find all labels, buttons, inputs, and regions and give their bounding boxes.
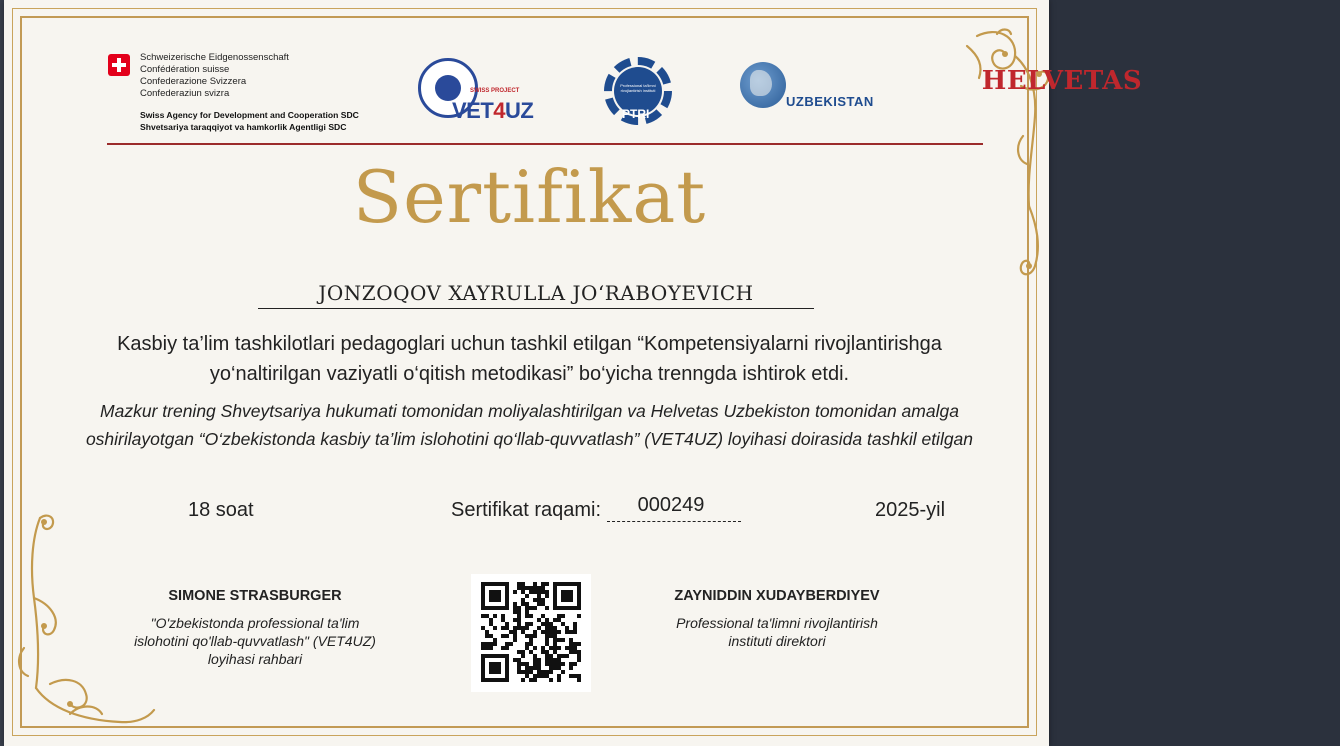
qr-code-icon[interactable]: [471, 574, 591, 692]
ptri-logo: [600, 55, 680, 131]
vet4uz-word-a: VET: [452, 98, 494, 123]
swiss-flag-icon: [108, 54, 130, 76]
certificate-sub-text: Mazkur trening Shveytsariya hukumati tomonidan moliyalashtirilgan va Helvetas Uzbekiston tomonidan amalga oshirilayotgan “O‘zbekistonda kasbiy ta’lim islohotini qo‘llab-quvvatlash” (VET4UZ) loyihasi doirasida tashkil etilgan: [85, 401, 974, 449]
vet4uz-word-b: 4: [493, 98, 506, 123]
swiss-name-line: Confederaziun svizra: [140, 88, 230, 99]
header-divider: [107, 143, 983, 145]
swiss-name-line: Confederazione Svizzera: [140, 76, 247, 87]
certificate-title: Sertifikat: [352, 155, 707, 239]
certificate-number: [451, 494, 741, 522]
certificate-number-value: 000249: [637, 494, 705, 516]
ptri-label: PTRI: [622, 107, 650, 121]
swiss-agency-name: [140, 110, 359, 133]
signatory-left: [118, 588, 392, 668]
vet4uz-word-c: UZ: [505, 98, 534, 123]
agency-name-en: Swiss Agency for Development and Cooperation SDC: [140, 110, 359, 120]
vet4uz-wordmark: [452, 98, 533, 124]
signatory-right: [640, 588, 914, 650]
helvetas-name: HELVETAS: [981, 66, 1143, 96]
vet4uz-tag: SWISS PROJECT: [470, 88, 520, 94]
signatory-right-role: [640, 614, 914, 650]
signatory-role-line: instituti direktori: [728, 633, 826, 649]
recipient-underline: [258, 308, 814, 309]
signatory-left-role: [118, 614, 392, 668]
vet4uz-logo: [418, 58, 548, 128]
helvetas-country: UZBEKISTAN: [786, 94, 874, 109]
swiss-name-line: Schweizerische Eidgenossenschaft: [140, 52, 289, 63]
training-hours: 18 soat: [188, 499, 254, 521]
globe-icon: [740, 62, 786, 108]
swiss-name-line: Confédération suisse: [140, 64, 230, 75]
signatory-role-line: loyihasi rahbari: [207, 651, 303, 667]
ptri-institute-name: Professional ta'limni rivojlantirish instituti: [620, 83, 656, 93]
agency-name-uz: Shvetsariya taraqqiyot va hamkorlik Agentligi SDC: [140, 121, 347, 132]
signatory-right-name: ZAYNIDDIN XUDAYBERDIYEV: [674, 588, 880, 604]
signatory-role-line: islohotini qo'llab-quvvatlash" (VET4UZ): [134, 633, 376, 649]
certificate-number-blank: [607, 494, 741, 522]
signatory-role-line: "O'zbekistonda professional ta'lim: [150, 615, 360, 631]
swiss-agency-logo: [108, 50, 368, 134]
swiss-confederation-names: [140, 52, 289, 100]
certificate-year: 2025-yil: [875, 499, 946, 521]
signatory-role-line: Professional ta'limni rivojlantirish: [676, 615, 878, 631]
recipient-name: JONZOQOV XAYRULLA JO‘RABOYEVICH: [318, 281, 754, 305]
helvetas-logo: [740, 62, 1143, 112]
certificate-number-label: Sertifikat raqami:: [451, 499, 602, 521]
signatory-left-name: SIMONE STRASBURGER: [168, 588, 342, 604]
certificate-body-text: Kasbiy ta’lim tashkilotlari pedagoglari uchun tashkil etilgan “Kompetensiyalarni rivojlantirishga yo‘naltirilgan vaziyatli o‘qitish metodikasi” bo‘yicha trenngda ishtirok etdi.: [117, 333, 942, 385]
